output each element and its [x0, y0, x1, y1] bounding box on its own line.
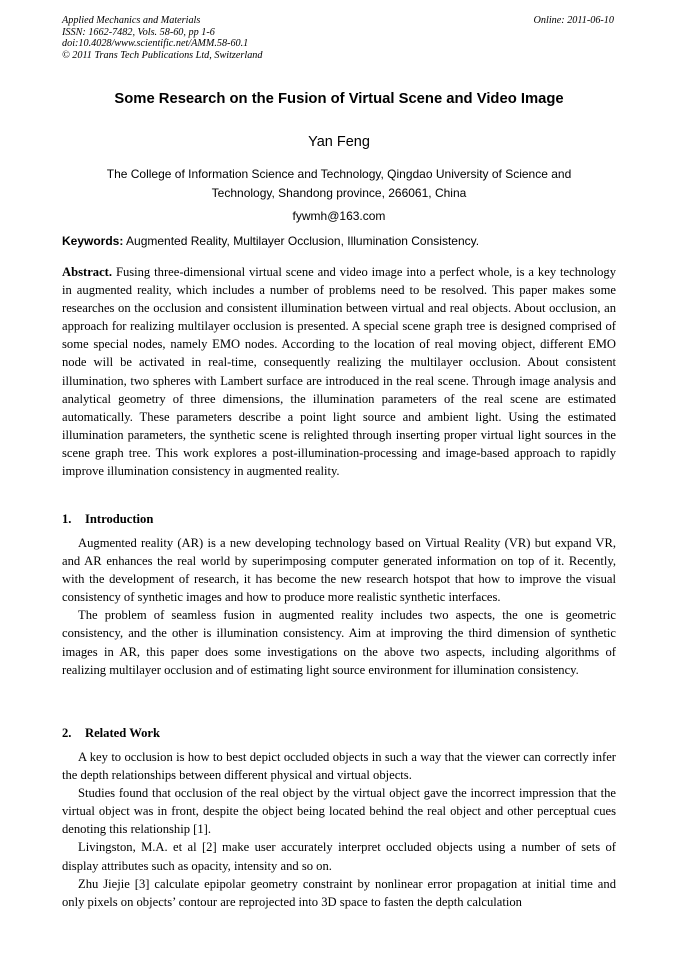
- paragraph: Studies found that occlusion of the real object by the virtual object gave the incorrect impression that the virtual object was in front, despite the object being located behind the real object and other perceptual cues denoting this relationship [1].: [62, 786, 616, 837]
- section-number: 2.: [62, 726, 72, 740]
- journal-name: Applied Mechanics and Materials: [62, 15, 201, 26]
- section-body-introduction: [62, 534, 616, 679]
- author-affiliation: The College of Information Science and Technology, Qingdao University of Science and Technology, Shandong province, 266061, China: [106, 167, 572, 200]
- keywords: [62, 233, 616, 249]
- abstract-text: Fusing three-dimensional virtual scene and video image into a perfect whole, is a key technology in augmented reality, which includes a number of problems need to be resolved. This paper makes some researches on the occlusion and consistent illumination between virtual and real objects. About occlusion, an approach for realizing multilayer occlusion is presented. A special scene graph tree is designed comprised of some special nodes, namely EMO nodes. According to the location of real moving object, different EMO node will be activated in real-time, consequently realizing the multilayer occlusion. About consistent illumination, two spheres with Lambert surface are introduced in the real scene. Through image analysis and analytical geometry of three dimensions, the illumination parameters of the real scene are estimated automatically. These parameters describe a point light source and ambient light. Using the estimated illumination parameters, the synthetic scene is relighted through inserting proper virtual light sources in the scene graph tree. This work explores a post-illumination-processing and image-based approach to rapidly improve illumination consistency in augmented reality.: [62, 265, 616, 479]
- abstract-label: Abstract.: [62, 265, 113, 279]
- section-body-related-work: [62, 748, 616, 911]
- paragraph: Zhu Jiejie [3] calculate epipolar geometry constraint by nonlinear error propagation at initial time and only pixels on objects’ contour are reprojected into 3D space to fasten the depth calculation: [62, 876, 616, 909]
- keywords-label: Keywords:: [62, 234, 124, 248]
- author-name: Yan Feng: [308, 134, 370, 150]
- section-title: Related Work: [85, 726, 160, 740]
- paragraph: Livingston, M.A. et al [2] make user accurately interpret occluded objects using a number of sets of display attributes such as opacity, intensity and so on.: [62, 840, 616, 873]
- author-email: fywmh@163.com: [292, 209, 386, 223]
- issn-line: ISSN: 1662-7482, Vols. 58-60, pp 1-6: [62, 26, 215, 38]
- doi-line: doi:10.4028/www.scientific.net/AMM.58-60.1: [62, 38, 249, 50]
- paragraph: The problem of seamless fusion in augmented reality includes two aspects, the one is geometric consistency, and the other is illumination consistency. Aim at improving the third dimension of synthetic images in AR, this paper does some investigations on the above two aspects, including algorithms of realizing multilayer occlusion and of estimating light source environment for illumination consistency.: [62, 608, 616, 677]
- paragraph: Augmented reality (AR) is a new developing technology based on Virtual Reality (VR) but expand VR, and AR enhances the real world by superimposing computer generated information on top of it. Recently, with the development of research, it has become the new research hotspot that how to improve the visual consistency of synthetic images and how to produce more realistic synthetic interfaces.: [62, 536, 616, 605]
- section-heading-related-work: [62, 724, 616, 742]
- section-title: Introduction: [85, 512, 154, 526]
- copyright-line: © 2011 Trans Tech Publications Ltd, Switzerland: [62, 49, 263, 61]
- abstract: [62, 263, 616, 480]
- online-date: Online: 2011-06-10: [533, 15, 614, 26]
- journal-header: [62, 15, 262, 61]
- section-heading-introduction: [62, 510, 616, 528]
- paper-title: Some Research on the Fusion of Virtual Scene and Video Image: [114, 91, 564, 107]
- keywords-text: Augmented Reality, Multilayer Occlusion, Illumination Consistency.: [126, 234, 480, 248]
- paragraph: A key to occlusion is how to best depict occluded objects in such a way that the viewer can correctly infer the depth relationships between different physical and virtual objects.: [62, 750, 616, 783]
- section-number: 1.: [62, 512, 72, 526]
